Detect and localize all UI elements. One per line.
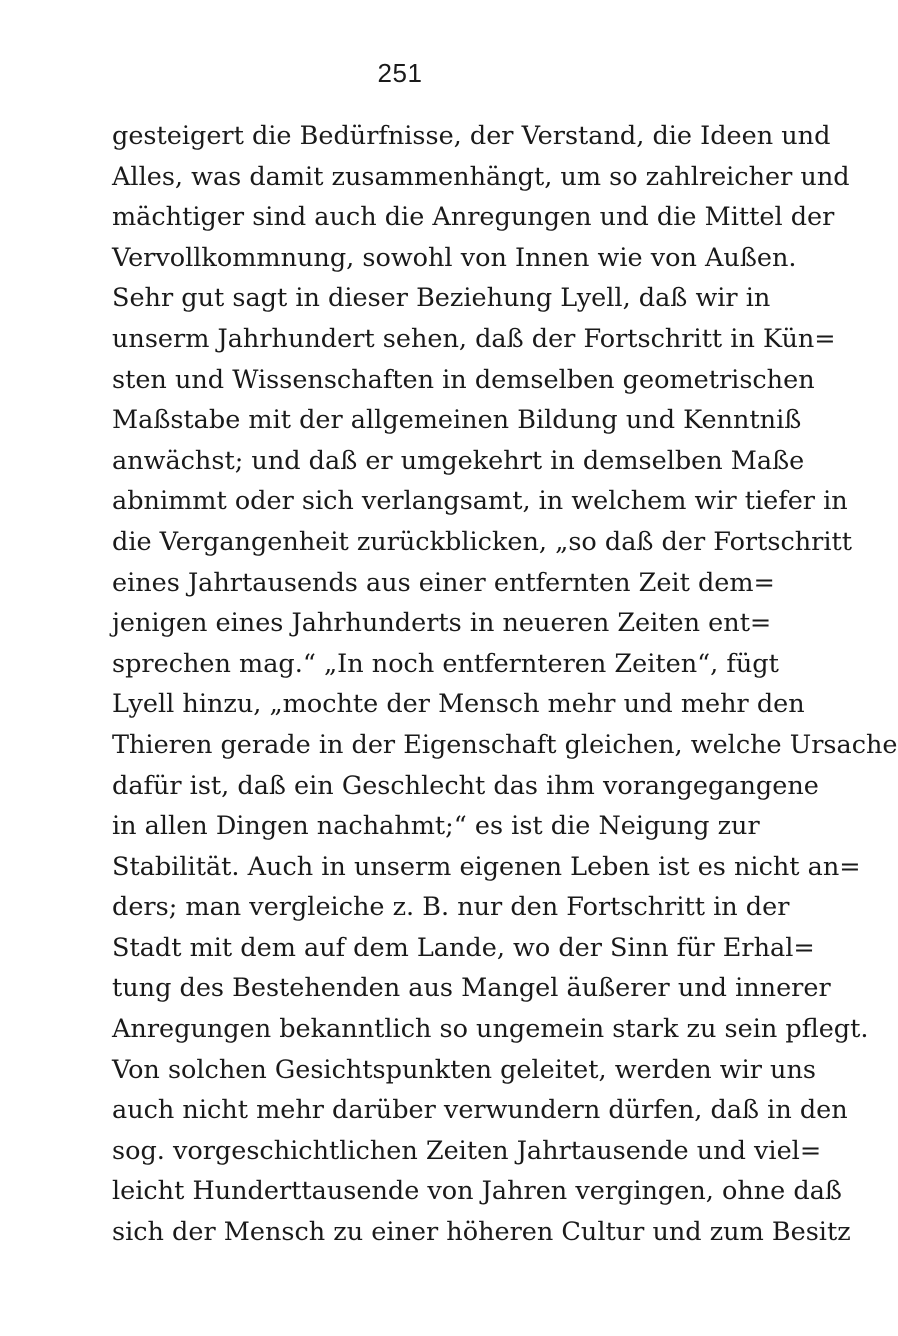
body-text	[112, 116, 898, 1253]
text-line: auch nicht mehr darüber verwundern dürfen, daß in den	[112, 1095, 848, 1126]
text-line: Alles, was damit zusammenhängt, um so zahlreicher und	[112, 161, 850, 192]
text-line: ders; man vergleiche z. B. nur den Fortschritt in der	[112, 892, 790, 923]
text-line: dafür ist, daß ein Geschlecht das ihm vorangegangene	[112, 770, 819, 801]
text-line: die Vergangenheit zurückblicken, „so daß der Fortschritt	[112, 526, 852, 557]
text-line: in allen Dingen nachahmt;“ es ist die Neigung zur	[112, 811, 760, 842]
text-line: Stabilität. Auch in unserm eigenen Leben ist es nicht an=	[112, 851, 861, 882]
text-line: tung des Bestehenden aus Mangel äußerer und innerer	[112, 973, 831, 1004]
text-line: Von solchen Gesichtspunkten geleitet, werden wir uns	[112, 1054, 816, 1085]
text-line: jenigen eines Jahrhunderts in neueren Zeiten ent=	[112, 608, 772, 639]
text-line: sprechen mag.“ „In noch entfernteren Zeiten“, fügt	[112, 648, 779, 679]
text-line: anwächst; und daß er umgekehrt in demselben Maße	[112, 445, 805, 476]
text-line: sten und Wissenschaften in demselben geometrischen	[112, 364, 815, 395]
text-line: Thieren gerade in der Eigenschaft gleichen, welche Ursache	[112, 729, 898, 760]
text-line: eines Jahrtausends aus einer entfernten Zeit dem=	[112, 567, 775, 598]
page-number: 251	[377, 58, 423, 88]
text-line: Maßstabe mit der allgemeinen Bildung und Kenntniß	[112, 405, 802, 436]
text-line: Lyell hinzu, „mochte der Mensch mehr und mehr den	[112, 689, 805, 720]
text-line: Anregungen bekanntlich so ungemein stark zu sein pflegt.	[112, 1014, 869, 1045]
text-line: unserm Jahrhundert sehen, daß der Fortschritt in Kün=	[112, 323, 836, 354]
text-line: sich der Mensch zu einer höheren Cultur und zum Besitz	[112, 1217, 851, 1248]
text-line: gesteigert die Bedürfnisse, der Verstand, die Ideen und	[112, 121, 831, 151]
text-line: Vervollkommnung, sowohl von Innen wie von Außen.	[112, 242, 797, 273]
text-line: mächtiger sind auch die Anregungen und die Mittel der	[112, 202, 835, 233]
text-line: abnimmt oder sich verlangsamt, in welchem wir tiefer in	[112, 486, 848, 517]
text-line: leicht Hunderttausende von Jahren vergingen, ohne daß	[112, 1176, 842, 1207]
text-line: Stadt mit dem auf dem Lande, wo der Sinn für Erhal=	[112, 932, 815, 963]
text-line: sog. vorgeschichtlichen Zeiten Jahrtausende und viel=	[112, 1135, 822, 1166]
text-line: Sehr gut sagt in dieser Beziehung Lyell, daß wir in	[112, 283, 771, 314]
